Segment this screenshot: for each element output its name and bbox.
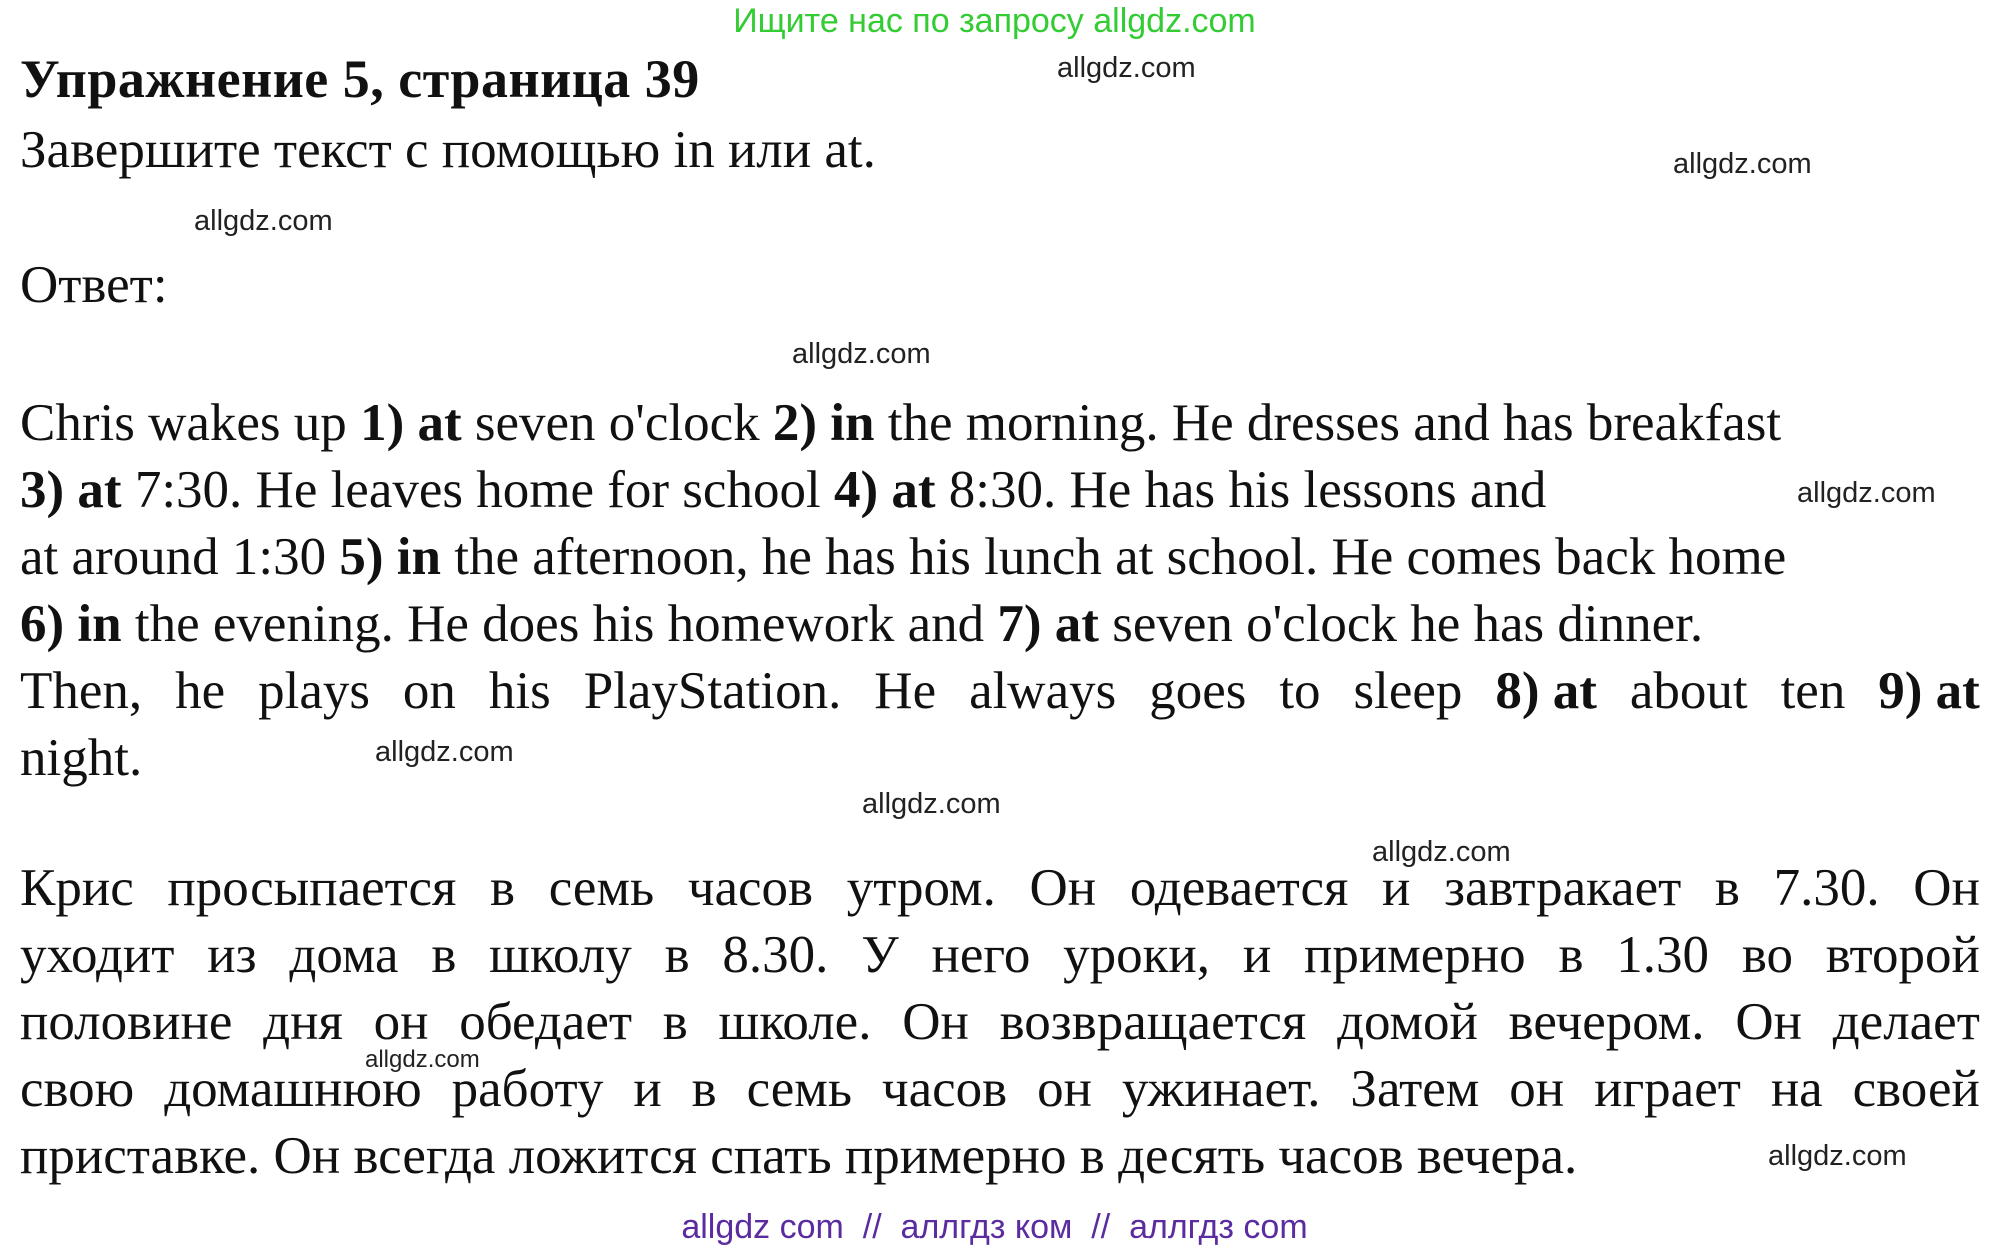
russian-line-4 bbox=[20, 1056, 1980, 1123]
word: играет bbox=[1594, 1060, 1741, 1118]
word: в bbox=[490, 859, 516, 917]
word: часов bbox=[881, 1060, 1008, 1118]
word: 1.30 bbox=[1616, 926, 1710, 984]
text-run: the afternoon, he has his lunch at school. He comes back home bbox=[441, 528, 1787, 586]
word: обедает bbox=[459, 993, 633, 1051]
english-line-1 bbox=[20, 390, 1980, 457]
english-line-6: night. bbox=[20, 729, 143, 787]
word: about bbox=[1629, 662, 1748, 720]
word: школу bbox=[489, 926, 632, 984]
watermark: allgdz.com bbox=[1768, 1140, 1907, 1172]
word: на bbox=[1770, 1060, 1823, 1118]
word: завтракает bbox=[1444, 859, 1682, 917]
word: Then, bbox=[20, 662, 143, 720]
russian-line-3 bbox=[20, 989, 1980, 1056]
word: половине bbox=[20, 993, 233, 1051]
answer-8: 8) at bbox=[1495, 662, 1597, 720]
word: в bbox=[691, 1060, 717, 1118]
russian-line-1 bbox=[20, 855, 1980, 922]
word: работу bbox=[451, 1060, 604, 1118]
english-answer-text bbox=[20, 390, 1980, 792]
answer-5: 5) in bbox=[339, 528, 442, 586]
word: on bbox=[402, 662, 456, 720]
word: he bbox=[175, 662, 226, 720]
word: в bbox=[664, 926, 690, 984]
word: школе. bbox=[718, 993, 872, 1051]
word: он bbox=[373, 993, 429, 1051]
answer-2: 2) in bbox=[772, 394, 875, 452]
answer-4: 4) at bbox=[833, 461, 936, 519]
word: Крис bbox=[20, 859, 134, 917]
word: plays bbox=[258, 662, 370, 720]
word: домашнюю bbox=[164, 1060, 422, 1118]
word: ten bbox=[1780, 662, 1846, 720]
watermark: allgdz.com bbox=[1673, 148, 1812, 180]
word: sleep bbox=[1353, 662, 1463, 720]
text-run: the morning. He dresses and has breakfast bbox=[874, 394, 1782, 452]
answer-3: 3) at bbox=[20, 461, 122, 519]
word: часов bbox=[687, 859, 814, 917]
watermark: allgdz.com bbox=[1797, 477, 1936, 509]
word: он bbox=[1509, 1060, 1565, 1118]
word: Он bbox=[1913, 859, 1980, 917]
text-run: 8:30. He has his lessons and bbox=[935, 461, 1547, 519]
word: просыпается bbox=[167, 859, 457, 917]
word: У bbox=[861, 926, 899, 984]
word: уроки, bbox=[1063, 926, 1211, 984]
word: вечером. bbox=[1508, 993, 1705, 1051]
exercise-task: Завершите текст с помощью in или at. bbox=[20, 121, 876, 179]
word: дня bbox=[263, 993, 343, 1051]
word: своей bbox=[1852, 1060, 1980, 1118]
russian-line-2 bbox=[20, 922, 1980, 989]
answer-1: 1) at bbox=[360, 394, 462, 452]
watermark: allgdz.com bbox=[365, 1046, 480, 1073]
word: в bbox=[1714, 859, 1740, 917]
word: него bbox=[931, 926, 1031, 984]
russian-translation-text bbox=[20, 855, 1980, 1190]
word: his bbox=[488, 662, 551, 720]
english-line-3 bbox=[20, 524, 1980, 591]
answer-6: 6) in bbox=[20, 595, 122, 653]
word: в bbox=[1558, 926, 1584, 984]
word: to bbox=[1279, 662, 1321, 720]
word: утром. bbox=[846, 859, 996, 917]
text-run: Chris wakes up bbox=[20, 394, 361, 452]
word: goes bbox=[1149, 662, 1247, 720]
word: свою bbox=[20, 1060, 135, 1118]
text-run: 7:30. He leaves home for school bbox=[121, 461, 834, 519]
top-banner: Ищите нас по запросу allgdz.com bbox=[733, 2, 1256, 40]
word: PlayStation. bbox=[583, 662, 842, 720]
word: в bbox=[662, 993, 688, 1051]
watermark: allgdz.com bbox=[792, 338, 931, 370]
word: домой bbox=[1337, 993, 1478, 1051]
text-run: at around 1:30 bbox=[20, 528, 340, 586]
watermark: allgdz.com bbox=[1057, 52, 1196, 84]
text-run: seven o'clock he has dinner. bbox=[1098, 595, 1704, 653]
english-line-5 bbox=[20, 658, 1980, 725]
footer-links: allgdz com // аллгдз ком // аллгдз com bbox=[681, 1208, 1308, 1246]
watermark: allgdz.com bbox=[1372, 836, 1511, 868]
english-line-2 bbox=[20, 457, 1980, 524]
word: и bbox=[1242, 926, 1272, 984]
word: делает bbox=[1832, 993, 1980, 1051]
text-run: seven o'clock bbox=[461, 394, 773, 452]
exercise-title: Упражнение 5, страница 39 bbox=[20, 49, 700, 109]
answer-9: 9) at bbox=[1878, 662, 1980, 720]
english-line-4 bbox=[20, 591, 1980, 658]
word: Он bbox=[1029, 859, 1097, 917]
word: он bbox=[1037, 1060, 1092, 1118]
watermark: allgdz.com bbox=[375, 736, 514, 768]
word: Он bbox=[1735, 993, 1802, 1051]
word: 7.30. bbox=[1773, 859, 1880, 917]
word: возвращается bbox=[999, 993, 1307, 1051]
word: семь bbox=[746, 1060, 852, 1118]
russian-line-5: приставке. Он всегда ложится спать примерно в десять часов вечера. bbox=[20, 1127, 1578, 1185]
word: в bbox=[431, 926, 457, 984]
watermark: allgdz.com bbox=[194, 205, 333, 237]
word: во bbox=[1741, 926, 1793, 984]
word: второй bbox=[1825, 926, 1980, 984]
word: одевается bbox=[1129, 859, 1349, 917]
answer-7: 7) at bbox=[997, 595, 1099, 653]
word: дома bbox=[289, 926, 399, 984]
word: уходит bbox=[20, 926, 175, 984]
word: и bbox=[1382, 859, 1411, 917]
text-run: the evening. He does his homework and bbox=[121, 595, 998, 653]
word: примерно bbox=[1303, 926, 1526, 984]
word: Затем bbox=[1350, 1060, 1480, 1118]
word: из bbox=[207, 926, 257, 984]
word: Он bbox=[902, 993, 969, 1051]
word: ужинает. bbox=[1121, 1060, 1321, 1118]
watermark: allgdz.com bbox=[862, 788, 1001, 820]
word: always bbox=[969, 662, 1117, 720]
word: He bbox=[874, 662, 937, 720]
word: 8.30. bbox=[722, 926, 829, 984]
word: и bbox=[633, 1060, 662, 1118]
word: семь bbox=[548, 859, 655, 917]
answer-label: Ответ: bbox=[20, 256, 168, 314]
